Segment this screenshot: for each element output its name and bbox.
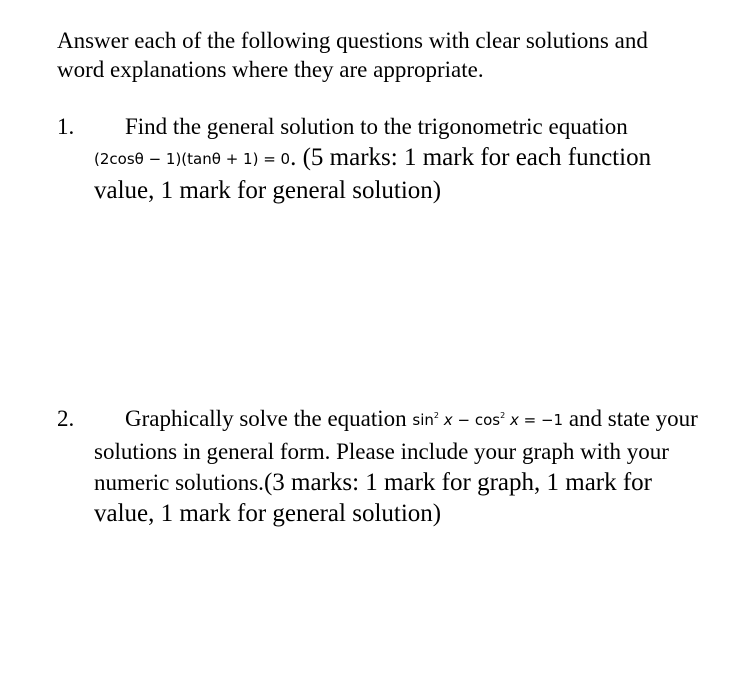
instructions — [57, 26, 717, 84]
question-body — [94, 403, 707, 529]
marks-text: (3 marks: 1 mark for graph, 1 mark for value, 1 mark for general solution) — [94, 469, 653, 527]
question-number: 2. — [57, 406, 75, 431]
question-1 — [57, 111, 707, 206]
marks-text: . (5 marks: 1 mark for each function value, 1 mark for general solution) — [94, 144, 652, 204]
instructions-line-1: Answer each of the following questions with clear solutions and — [57, 28, 648, 53]
question-number: 1. — [57, 114, 75, 139]
question-lead: Find the general solution to the trigonometric equation — [125, 114, 628, 139]
question-text: and state your solutions in general form. Please include your graph with your numeric solutions. — [94, 406, 698, 495]
question-body — [94, 111, 707, 206]
question-2 — [57, 403, 707, 529]
equation: $\sin^2 x - \cos^2 x = -1$ — [412, 411, 564, 429]
equation: (2cosθ − 1)(tanθ + 1) = 0 — [94, 150, 291, 168]
question-lead: Graphically solve the equation — [125, 406, 407, 431]
instructions-line-2: word explanations where they are appropriate. — [57, 57, 484, 82]
